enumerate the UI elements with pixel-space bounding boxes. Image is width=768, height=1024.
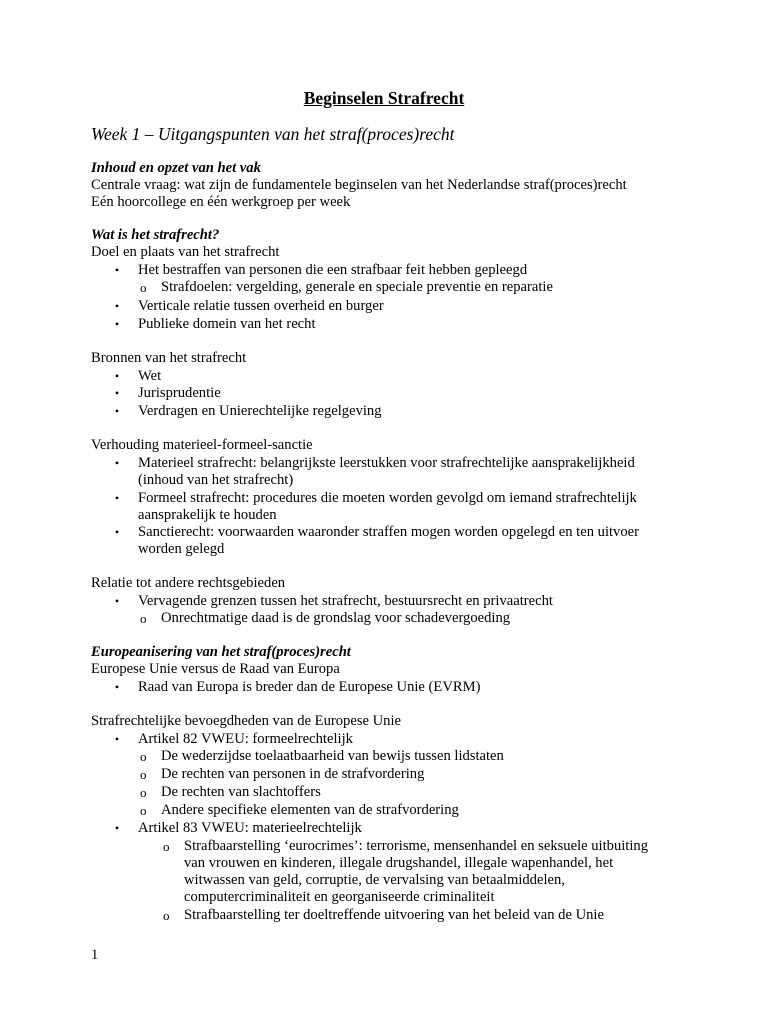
list-item-continuation: aansprakelijk te houden	[138, 507, 277, 523]
document-title: Beginselen Strafrecht	[303, 88, 465, 108]
list-item: Verticale relatie tussen overheid en burger	[138, 298, 384, 314]
list-subitem-continuation: computercriminaliteit en georganiseerde criminaliteit	[184, 889, 495, 905]
sub-bullet-icon: o	[140, 785, 147, 800]
list-item: Publieke domein van het recht	[138, 316, 316, 332]
list-item: Artikel 83 VWEU: materieelrechtelijk	[138, 820, 362, 836]
sub-bullet-icon: o	[140, 767, 147, 782]
list-subitem: De wederzijdse toelaatbaarheid van bewijs tussen lidstaten	[161, 748, 504, 764]
paragraph-line: Eén hoorcollege en één werkgroep per week	[91, 194, 351, 210]
paragraph-line: Bronnen van het strafrecht	[91, 350, 247, 366]
paragraph-line: Strafrechtelijke bevoegdheden van de Europese Unie	[91, 713, 401, 729]
list-item-continuation: (inhoud van het strafrecht)	[138, 472, 294, 488]
paragraph-line: Europese Unie versus de Raad van Europa	[91, 661, 340, 677]
paragraph-line: Centrale vraag: wat zijn de fundamentele beginselen van het Nederlandse straf(proces)recht	[91, 177, 627, 193]
bullet-icon: •	[114, 404, 120, 418]
bullet-icon: •	[114, 491, 120, 505]
sub-bullet-icon: o	[140, 611, 147, 626]
list-subitem: Onrechtmatige daad is de grondslag voor schadevergoeding	[161, 610, 511, 626]
section-heading-inhoud: Inhoud en opzet van het vak	[91, 160, 261, 176]
list-subitem: Strafbaarstelling ‘eurocrimes’: terrorisme, mensenhandel en seksuele uitbuiting	[184, 838, 649, 854]
bullet-icon: •	[114, 680, 120, 694]
list-item: Wet	[138, 368, 162, 384]
sub-bullet-icon: o	[140, 749, 147, 764]
section-heading-europeanisering: Europeanisering van het straf(proces)recht	[91, 644, 351, 660]
list-subitem: Strafbaarstelling ter doeltreffende uitvoering van het beleid van de Unie	[184, 907, 604, 923]
list-subitem-continuation: van vrouwen en kinderen, illegale drugshandel, illegale wapenhandel, het	[184, 855, 614, 871]
paragraph-line: Doel en plaats van het strafrecht	[91, 244, 280, 260]
paragraph-line: Verhouding materieel-formeel-sanctie	[91, 437, 313, 453]
bullet-icon: •	[114, 456, 120, 470]
list-item: Raad van Europa is breder dan de Europese Unie (EVRM)	[138, 679, 481, 695]
bullet-icon: •	[114, 525, 120, 539]
bullet-icon: •	[114, 369, 120, 383]
bullet-icon: •	[114, 594, 120, 608]
bullet-icon: •	[114, 821, 120, 835]
list-item: Materieel strafrecht: belangrijkste leerstukken voor strafrechtelijke aansprakelijkheid	[138, 455, 635, 471]
list-subitem: De rechten van personen in de strafvordering	[161, 766, 425, 782]
bullet-icon: •	[114, 317, 120, 331]
list-subitem: Strafdoelen: vergelding, generale en speciale preventie en reparatie	[161, 279, 553, 295]
list-subitem: De rechten van slachtoffers	[161, 784, 321, 800]
page-number: 1	[91, 947, 99, 963]
sub-bullet-icon: o	[140, 803, 147, 818]
list-item: Artikel 82 VWEU: formeelrechtelijk	[138, 731, 353, 747]
bullet-icon: •	[114, 263, 120, 277]
paragraph-line: Relatie tot andere rechtsgebieden	[91, 575, 286, 591]
list-item: Verdragen en Unierechtelijke regelgeving	[138, 403, 382, 419]
bullet-icon: •	[114, 732, 120, 746]
list-item: Vervagende grenzen tussen het strafrecht, bestuursrecht en privaatrecht	[138, 593, 553, 609]
sub-bullet-icon: o	[140, 280, 147, 295]
list-item: Jurisprudentie	[138, 385, 221, 401]
section-heading-wat-is: Wat is het strafrecht?	[91, 227, 220, 243]
bullet-icon: •	[114, 386, 120, 400]
list-subitem-continuation: witwassen van geld, corruptie, de vervalsing van betaalmiddelen,	[184, 872, 565, 888]
sub-bullet-icon: o	[163, 839, 170, 854]
sub-bullet-icon: o	[163, 908, 170, 923]
list-item: Sanctierecht: voorwaarden waaronder straffen mogen worden opgelegd en ten uitvoer	[138, 524, 639, 540]
week-heading: Week 1 – Uitgangspunten van het straf(proces)recht	[91, 124, 455, 144]
list-item: Formeel strafrecht: procedures die moeten worden gevolgd om iemand strafrechtelijk	[138, 490, 637, 506]
bullet-icon: •	[114, 299, 120, 313]
list-item-continuation: worden gelegd	[138, 541, 225, 557]
list-subitem: Andere specifieke elementen van de strafvordering	[161, 802, 459, 818]
list-item: Het bestraffen van personen die een strafbaar feit hebben gepleegd	[138, 262, 528, 278]
